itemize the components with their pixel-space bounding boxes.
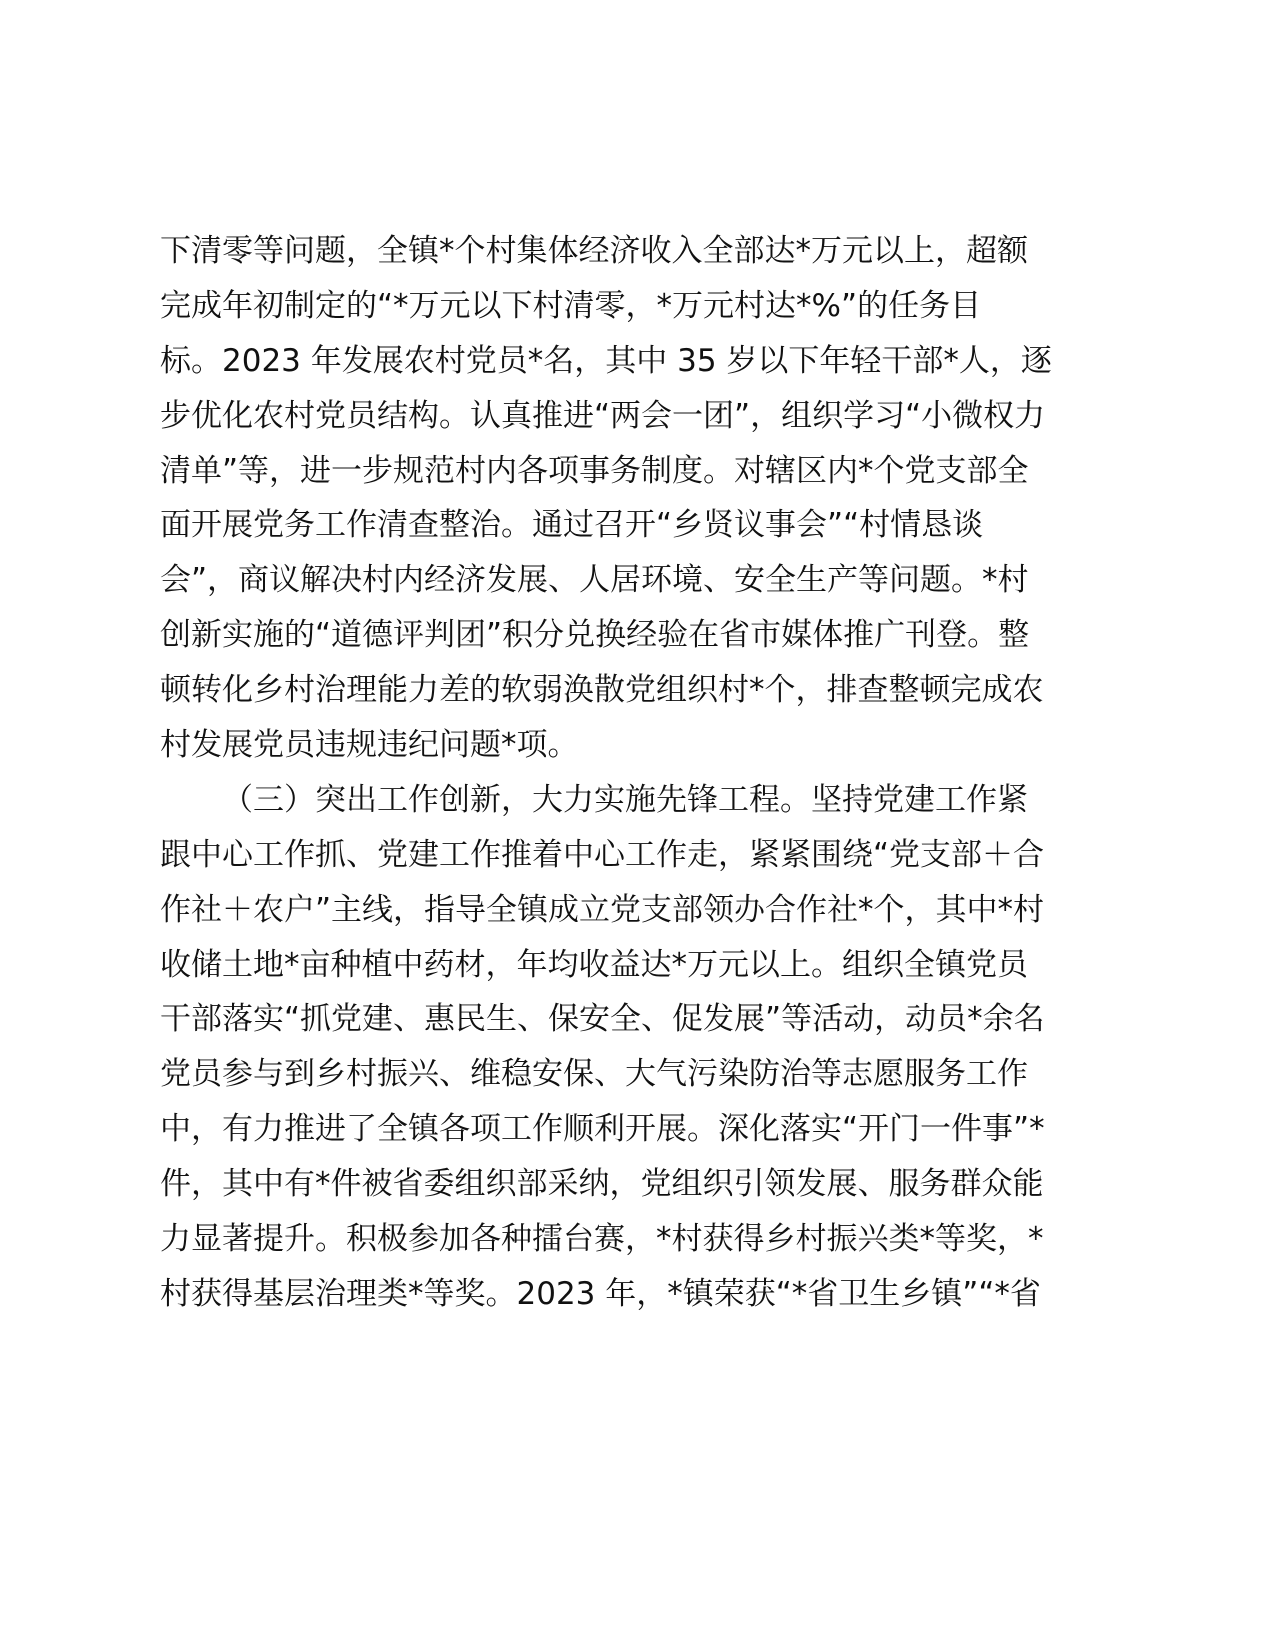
text-line: 创新实施的“道德评判团”积分兑换经验在省市媒体推广刊登。整: [160, 617, 1030, 654]
text-line: 面开展党务工作清查整治。通过召开“乡贤议事会”“村情恳谈: [160, 507, 984, 544]
body-text: [160, 224, 1080, 1322]
section-heading-line: （三）突出工作创新，大力实施先锋工程。坚持党建工作紧: [222, 781, 1028, 818]
text-line: 下清零等问题，全镇*个村集体经济收入全部达*万元以上，超额: [160, 233, 1028, 269]
text-line: 干部落实“抓党建、惠民生、保安全、促发展”等活动，动员*余名: [160, 1001, 1045, 1038]
text-line: 顿转化乡村治理能力差的软弱涣散党组织村*个，排查整顿完成农: [160, 672, 1044, 709]
text-line: 步优化农村党员结构。认真推进“两会一团”，组织学习“小微权力: [160, 397, 1046, 434]
text-line: 完成年初制定的“*万元以下村清零，*万元村达*%”的任务目: [160, 287, 982, 324]
text-line: 力显著提升。积极参加各种擂台赛，*村获得乡村振兴类*等奖，*: [160, 1221, 1044, 1258]
text-line: 跟中心工作抓、党建工作推着中心工作走，紧紧围绕“党支部＋合: [160, 836, 1045, 873]
text-line: 村发展党员违规违纪问题*项。: [160, 727, 579, 764]
text-line: 会”，商议解决村内经济发展、人居环境、安全生产等问题。*村: [160, 562, 1029, 599]
text-line: 收储土地*亩种植中药材，年均收益达*万元以上。组织全镇党员: [160, 946, 1028, 983]
text-line: 党员参与到乡村振兴、维稳安保、大气污染防治等志愿服务工作: [160, 1056, 1028, 1093]
text-line: 村获得基层治理类*等奖。2023 年，*镇荣获“*省卫生乡镇”“*省: [160, 1275, 1041, 1312]
text-line: 标。2023 年发展农村党员*名，其中 35 岁以下年轻干部*人，逐: [160, 342, 1052, 379]
text-line: 中，有力推进了全镇各项工作顺利开展。深化落实“开门一件事”*: [160, 1111, 1045, 1148]
text-line: 作社＋农户”主线，指导全镇成立党支部领办合作社*个，其中*村: [160, 891, 1045, 928]
text-line: 清单”等，进一步规范村内各项事务制度。对辖区内*个党支部全: [160, 452, 1029, 489]
text-line: 件，其中有*件被省委组织部采纳，党组织引领发展、服务群众能: [160, 1166, 1044, 1203]
